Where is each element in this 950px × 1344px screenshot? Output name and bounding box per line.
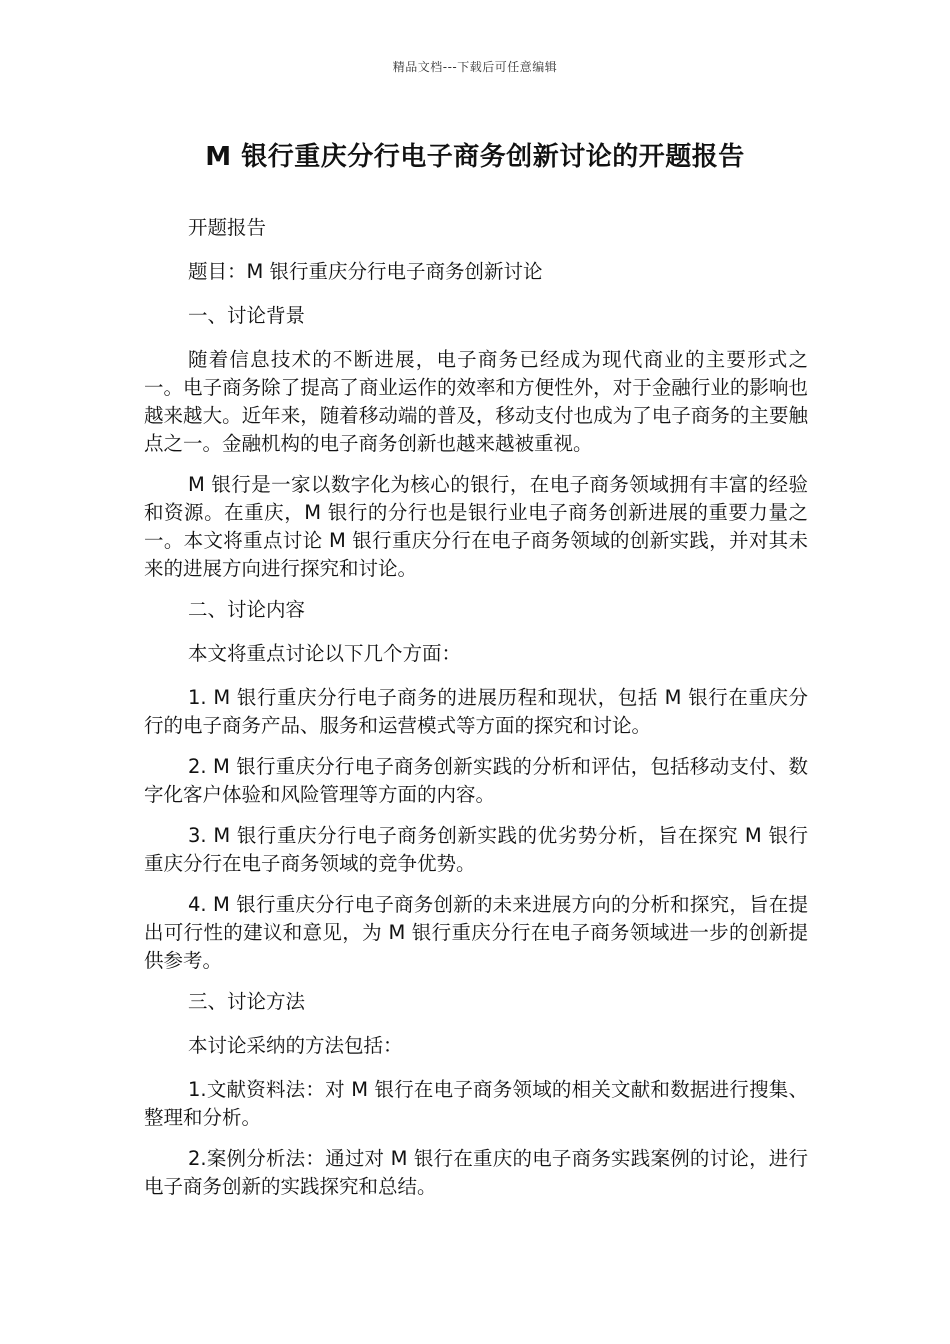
paragraph-report-label: 开题报告	[188, 216, 267, 239]
list-item-method-1: 1.文献资料法：对 M 银行在电子商务领域的相关文献和数据进行搜集、整理和分析。	[144, 1078, 808, 1129]
section-heading-methods: 三、讨论方法	[188, 990, 306, 1013]
list-item-content-2: 2. M 银行重庆分行电子商务创新实践的分析和评估，包括移动支付、数字化客户体验和风险管理等方面的内容。	[144, 755, 808, 806]
list-item-content-3: 3. M 银行重庆分行电子商务创新实践的优劣势分析，旨在探究 M 银行重庆分行在电子商务领域的竞争优势。	[144, 824, 808, 875]
paragraph-background-1: 随着信息技术的不断进展，电子商务已经成为现代商业的主要形式之一。电子商务除了提高了商业运作的效率和方便性外，对于金融行业的影响也越来越大。近年来，随着移动端的普及，移动支付也成为了电子商务的主要触点之一。金融机构的电子商务创新也越来越被重视。	[144, 348, 808, 455]
paragraph-content-intro: 本文将重点讨论以下几个方面：	[188, 642, 462, 665]
paragraph-topic: 题目：M 银行重庆分行电子商务创新讨论	[188, 260, 543, 283]
section-heading-background: 一、讨论背景	[188, 304, 306, 327]
list-item-method-2: 2.案例分析法：通过对 M 银行在重庆的电子商务实践案例的讨论，进行电子商务创新的实践探究和总结。	[144, 1147, 808, 1198]
header-note: 精品文档---下载后可任意编辑	[392, 60, 558, 74]
paragraph-background-2: M 银行是一家以数字化为核心的银行，在电子商务领域拥有丰富的经验和资源。在重庆，M 银行的分行也是银行业电子商务创新进展的重要力量之一。本文将重点讨论 M 银行重庆分行在电子商务领域的创新实践，并对其未来的进展方向进行探究和讨论。	[144, 473, 808, 580]
document-body	[144, 214, 808, 1214]
list-item-content-4: 4. M 银行重庆分行电子商务创新的未来进展方向的分析和探究，旨在提出可行性的建议和意见，为 M 银行重庆分行在电子商务领域进一步的创新提供参考。	[144, 893, 808, 972]
list-item-content-1: 1. M 银行重庆分行电子商务的进展历程和现状，包括 M 银行在重庆分行的电子商务产品、服务和运营模式等方面的探究和讨论。	[144, 686, 808, 737]
document-title: M 银行重庆分行电子商务创新讨论的开题报告	[205, 142, 745, 172]
section-heading-content: 二、讨论内容	[188, 598, 306, 621]
paragraph-methods-intro: 本讨论采纳的方法包括：	[188, 1034, 403, 1057]
